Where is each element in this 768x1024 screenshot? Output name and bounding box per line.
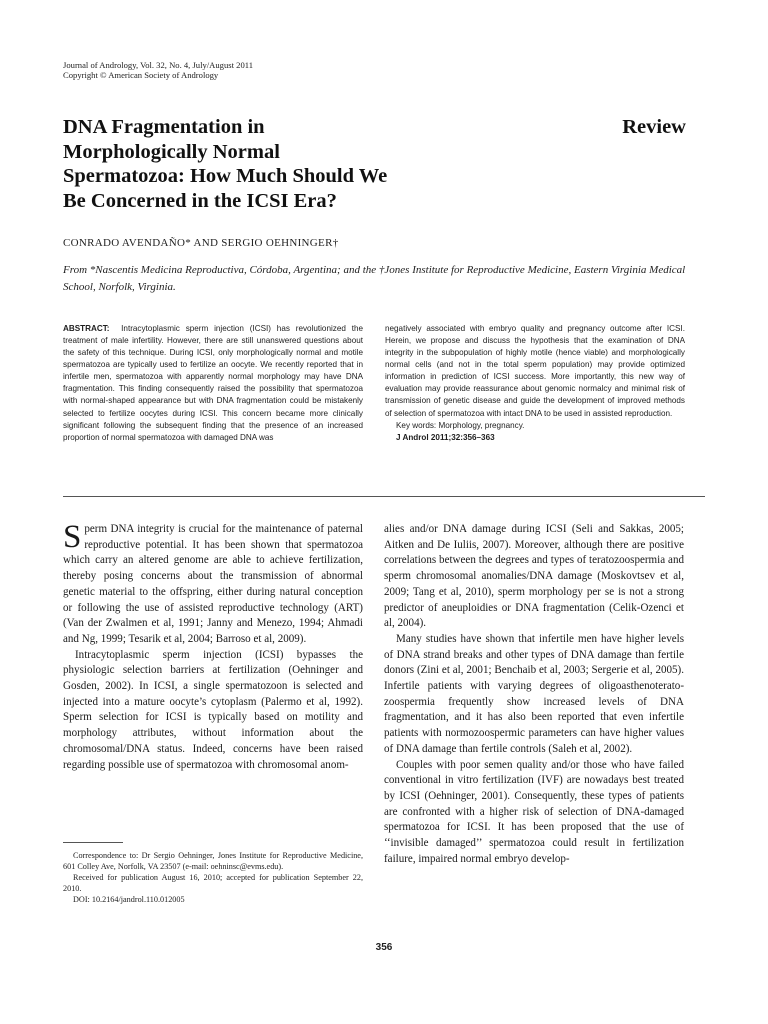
body-paragraph: Many studies have shown that infertile men have higher levels of DNA strand breaks and other types of DNA damage than fertile donors (Zini et al, 2001; Benchaib et al, 2003; Sergerie et al, 2005). Infertile patients with varying degrees of oligoasthenoterato-zoospermia frequently show increased levels of DNA fragmentation, and it has also been reported that even infertile patients with normozoospermic parameters can have higher values of DNA damage than fertile controls (Saleh et al, 2002).: [384, 632, 684, 755]
page-number: 356: [375, 942, 393, 953]
body-paragraph: alies and/or DNA damage during ICSI (Seli and Sakkas, 2005; Aitken and De Iuliis, 2007). Moreover, although there are positive correlations between the degrees and types of teratozoospermia and sperm chromosomal anomalies/DNA damage (Moskovtsev et al, 2009; Tang et al, 2010), sperm morphology per se is not a strong predictor of aneuploidies or DNA fragmentation (Celik-Ozenci et al, 2004).: [384, 523, 684, 630]
correspondence-note: Correspondence to: Dr Sergio Oehninger, Jones Institute for Reproductive Medicine, 601 Colley Ave, Norfolk, VA 23507 (e-mail: oehninsc@evms.edu).: [63, 851, 363, 871]
body-paragraph: Intracytoplasmic sperm injection (ICSI) bypasses the physiologic selection barriers at fertilization (Oehninger and Gosden, 2002). In ICSI, a single spermatozoon is selected and injected into a mature oocyte’s cytoplasm (Palermo et al, 1992). Sperm selection for ICSI is typically based on motility and morphology attributes, without information about the chromosomal/DNA status. Indeed, concerns have been raised regarding possible use of spermatozoa with chromosomal anom-: [63, 648, 363, 771]
copyright-line: Copyright © American Society of Andrology: [63, 70, 219, 81]
keywords: Key words: Morphology, pregnancy.: [396, 420, 525, 430]
received-note: Received for publication August 16, 2010; accepted for publication September 22, 2010.: [63, 872, 363, 893]
abstract-label: ABSTRACT:: [63, 324, 110, 333]
paragraph-text: perm DNA integrity is crucial for the maintenance of paternal reproductive potential. It has been shown that spermatozoa which carry an altered genome are able to achieve fertilization, thereby posing concerns about the transmission of abnormal genetic material to the offspring, either during natural conception or following the use of assisted reproductive technology (ART) (Van der Zwalmen et al, 1991; Janny and Menezo, 1994; Ahmadi and Ng, 1999; Tesarik et al, 2004; Barroso et al, 2009).: [63, 523, 363, 645]
section-label: Review: [622, 116, 686, 138]
body-paragraph: [63, 519, 363, 648]
body-paragraph: Couples with poor semen quality and/or those who have failed conventional in vitro fertilization (IVF) are nowadays best treated by ICSI (Oehninger, 2001). Consequently, these types of patients are confronted with a higher risk of selection of DNA-damaged spermatozoa for ICSI. It has been proposed that the use of ‘‘invisible damaged’’ spermatozoa could result in fertilization failure, impaired normal embryo develop-: [384, 758, 684, 865]
body-right-column: [384, 522, 684, 867]
abstract-right-column: [385, 323, 685, 444]
journal-citation: J Androl 2011;32:356–363: [396, 432, 495, 442]
doi-note: DOI: 10.2164/jandrol.110.012005: [73, 894, 185, 904]
abstract-left-column: [63, 323, 363, 444]
body-left-column: [63, 519, 363, 773]
abstract-text-left: Intracytoplasmic sperm injection (ICSI) has revolutionized the treatment of male infertility. However, there are still unanswered questions about the safety of this technique. During ICSI, only morphologically normal and motile spermatozoa are typically used to fertilize an oocyte. We recently reported that in infertile men, spermatozoa with apparently normal morphology may have DNA fragmentation. This finding consequently raised the possibility that spermatozoa with normal-shaped appearance but with DNA fragmentation could be mistakenly selected to fertilize oocytes during ICSI. This concern became more clinically significant following the subsequent finding that the presence of an increased proportion of normal spermatozoa with damaged DNA was: [63, 324, 363, 442]
article-title: DNA Fragmentation in Morphologically Normal Spermatozoa: How Much Should We Be Concerned in the ICSI Era?: [63, 116, 388, 212]
footnotes: [63, 851, 363, 906]
abstract-text-right: negatively associated with embryo quality and pregnancy outcome after ICSI. Herein, we propose and discuss the hypothesis that the examination of DNA integrity in the subpopulation of highly motile (hence viable) and morphologically normal cells (and not in the total sperm population) may provide optimized information in prediction of ICSI success. More importantly, this new way of evaluation may provide reassurance about genomic normalcy and minimal risk of transmission of genetic disease and guide the development of improved methods of selection of spermatozoa with intact DNA to be used in assisted reproduction.: [385, 324, 685, 418]
drop-cap: S: [63, 519, 82, 555]
abstract-divider: [63, 496, 705, 497]
journal-citation-line: Journal of Andrology, Vol. 32, No. 4, July/August 2011: [63, 60, 254, 70]
author-affiliation: From *Nascentis Medicina Reproductiva, Córdoba, Argentina; and the †Jones Institute for Reproductive Medicine, Eastern Virginia Medical School, Norfolk, Virginia.: [63, 264, 686, 293]
footnote-divider: [63, 842, 123, 843]
journal-masthead: [63, 60, 253, 80]
author-list: CONRADO AVENDAÑO* AND SERGIO OEHNINGER†: [63, 237, 339, 249]
